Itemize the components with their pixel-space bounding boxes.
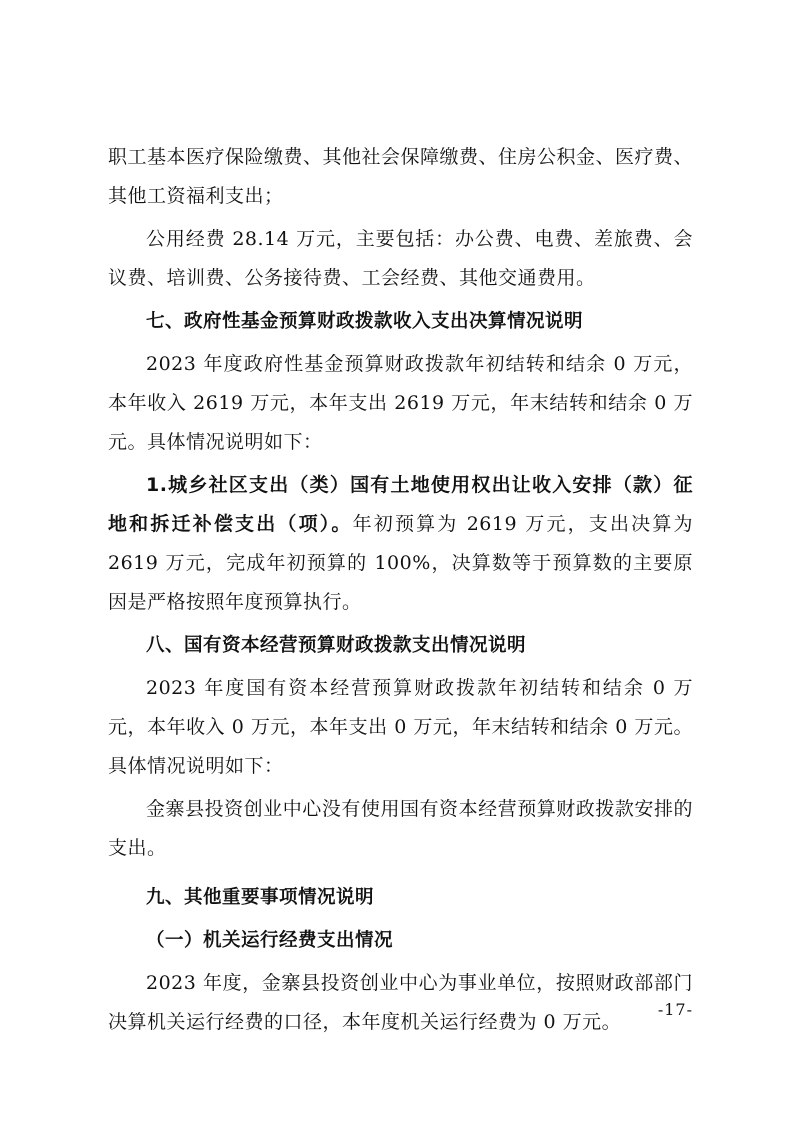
page-number: -17-: [657, 1000, 693, 1019]
paragraph-operating-expense: 2023 年度，金寨县投资创业中心为事业单位，按照财政部部门决算机关运行经费的口径，本年度机关运行经费为 0 万元。: [108, 972, 693, 1033]
paragraph-gov-fund-summary: 2023 年度政府性基金预算财政拨款年初结转和结余 0 万元，本年收入 2619 万元，本年支出 2619 万元，年末结转和结余 0 万元。具体情况说明如下：: [108, 353, 693, 453]
paragraph-gov-fund-detail: [108, 466, 693, 622]
document-body: [108, 138, 693, 1042]
paragraph-public-expense: 公用经费 28.14 万元，主要包括：办公费、电费、差旅费、会议费、培训费、公务接待费、工会经费、其他交通费用。: [108, 228, 693, 289]
paragraph-salary-welfare: 职工基本医疗保险缴费、其他社会保障缴费、住房公积金、医疗费、其他工资福利支出；: [108, 146, 694, 207]
paragraph-state-capital-summary: 2023 年度国有资本经营预算财政拨款年初结转和结余 0 万元，本年收入 0 万元，本年支出 0 万元，年末结转和结余 0 万元。具体情况说明如下：: [108, 677, 693, 777]
heading-section-8: 八、国有资本经营预算财政拨款支出情况说明: [146, 635, 527, 656]
paragraph-state-capital-detail: 金寨县投资创业中心没有使用国有资本经营预算财政拨款安排的支出。: [108, 798, 693, 859]
heading-section-7: 七、政府性基金预算财政拨款收入支出决算情况说明: [146, 311, 584, 332]
heading-section-9: 九、其他重要事项情况说明: [146, 887, 375, 908]
item-title-bold: 1.城乡社区支出（类）国有土地使用权出让收入安排（款）征地和拆迁补偿支出（项）。: [108, 474, 693, 535]
heading-subsection-9-1: （一）机关运行经费支出情况: [146, 930, 394, 951]
item-detail-text: 年初预算为 2619 万元，支出决算为 2619 万元，完成年初预算的 100%，决算数等于预算数的主要原因是严格按照年度预算执行。: [108, 513, 693, 613]
